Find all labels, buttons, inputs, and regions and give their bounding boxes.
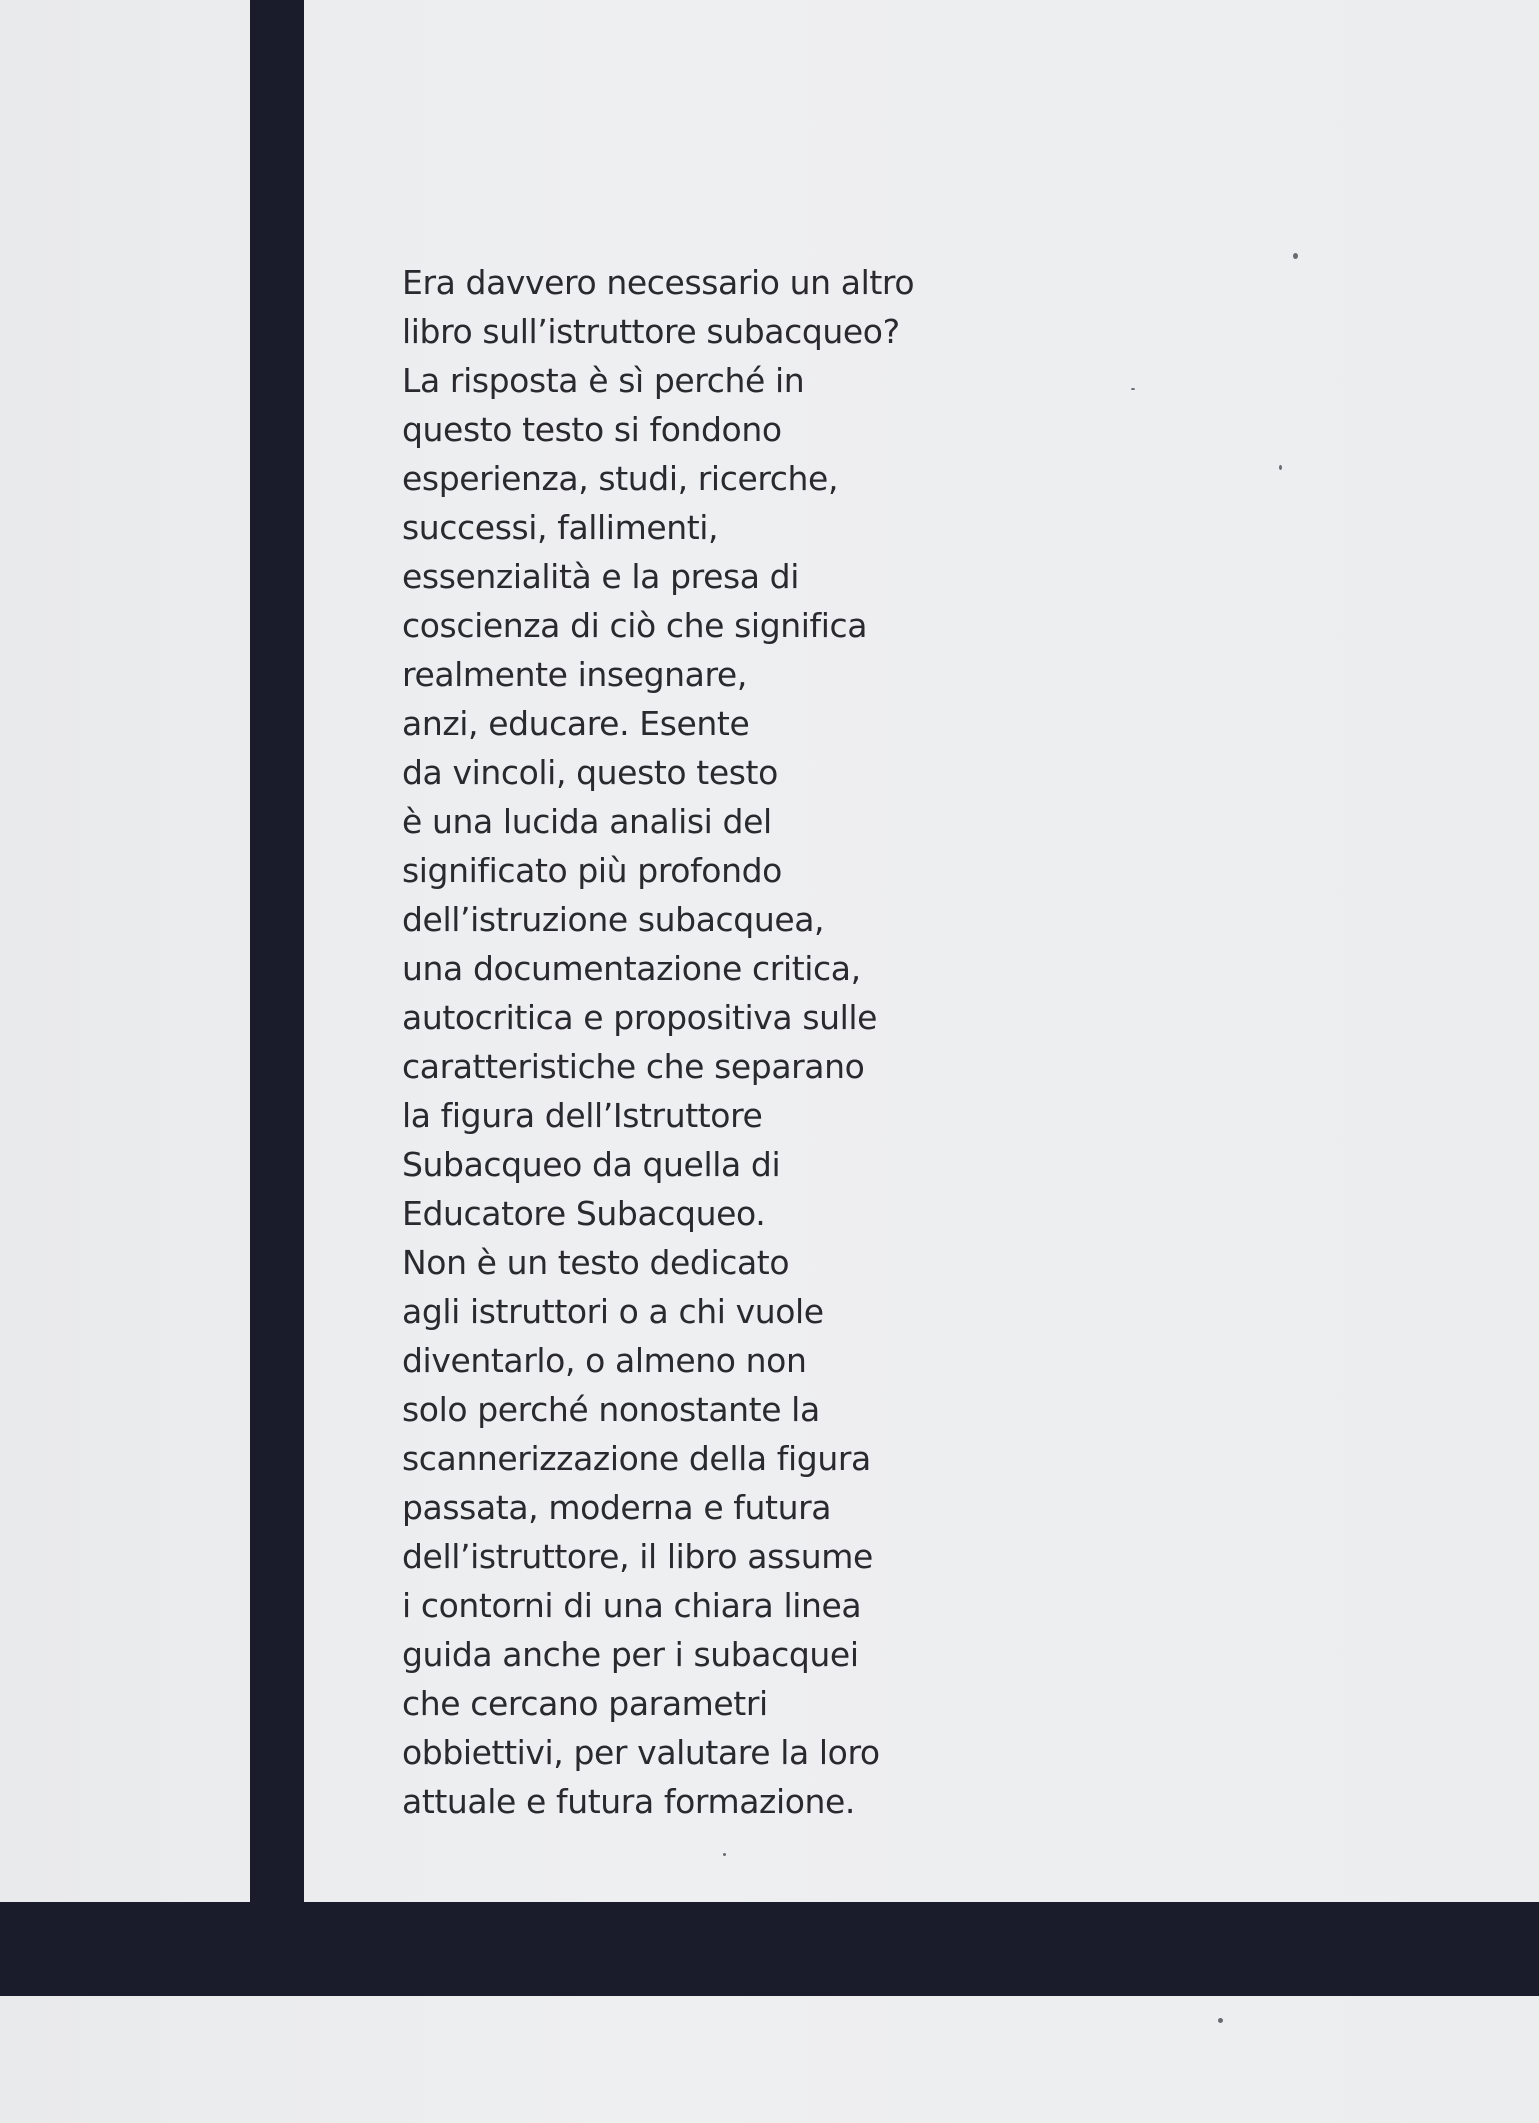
vertical-bar [250,0,304,1912]
blurb-line: dell’istruzione subacquea, [402,900,825,939]
blurb-line: agli istruttori o a chi vuole [402,1292,824,1331]
blurb-line: esperienza, studi, ricerche, [402,459,839,498]
blurb-line: Subacqueo da quella di [402,1145,781,1184]
blurb-line: questo testo si fondono [402,410,782,449]
blurb-line: libro sull’istruttore subacqueo? [402,312,900,351]
blurb-line: obbiettivi, per valutare la loro [402,1733,880,1772]
horizontal-bar [0,1902,1539,1996]
blurb-line: attuale e futura formazione. [402,1782,856,1821]
blurb-line: essenzialità e la presa di [402,557,799,596]
blurb-line: da vincoli, questo testo [402,753,778,792]
blurb-line: passata, moderna e futura [402,1488,832,1527]
blurb-line: dell’istruttore, il libro assume [402,1537,873,1576]
blurb-line: realmente insegnare, [402,655,747,694]
blurb-line: La risposta è sì perché in [402,361,805,400]
blurb-line: significato più profondo [402,851,782,890]
blurb-line: la figura dell’Istruttore [402,1096,763,1135]
blurb-line: autocritica e propositiva sulle [402,998,878,1037]
dust-speck [1131,388,1135,390]
blurb-line: diventarlo, o almeno non [402,1341,807,1380]
blurb-line: Non è un testo dedicato [402,1243,790,1282]
dust-speck [1218,2018,1223,2023]
blurb-line: scannerizzazione della figura [402,1439,871,1478]
dust-speck [723,1853,726,1856]
blurb-line: i contorni di una chiara linea [402,1586,862,1625]
blurb-line: Educatore Subacqueo. [402,1194,766,1233]
blurb-line: anzi, educare. Esente [402,704,750,743]
blurb-line: guida anche per i subacquei [402,1635,859,1674]
blurb-line: Era davvero necessario un altro [402,263,915,302]
blurb-line: coscienza di ciò che significa [402,606,868,645]
blurb-text [402,258,962,1826]
blurb-line: solo perché nonostante la [402,1390,820,1429]
blurb-line: una documentazione critica, [402,949,861,988]
dust-speck [1279,465,1282,470]
blurb-line: successi, fallimenti, [402,508,719,547]
blurb-line: che cercano parametri [402,1684,768,1723]
dust-speck [1293,253,1298,259]
blurb-line: è una lucida analisi del [402,802,772,841]
blurb-line: caratteristiche che separano [402,1047,865,1086]
